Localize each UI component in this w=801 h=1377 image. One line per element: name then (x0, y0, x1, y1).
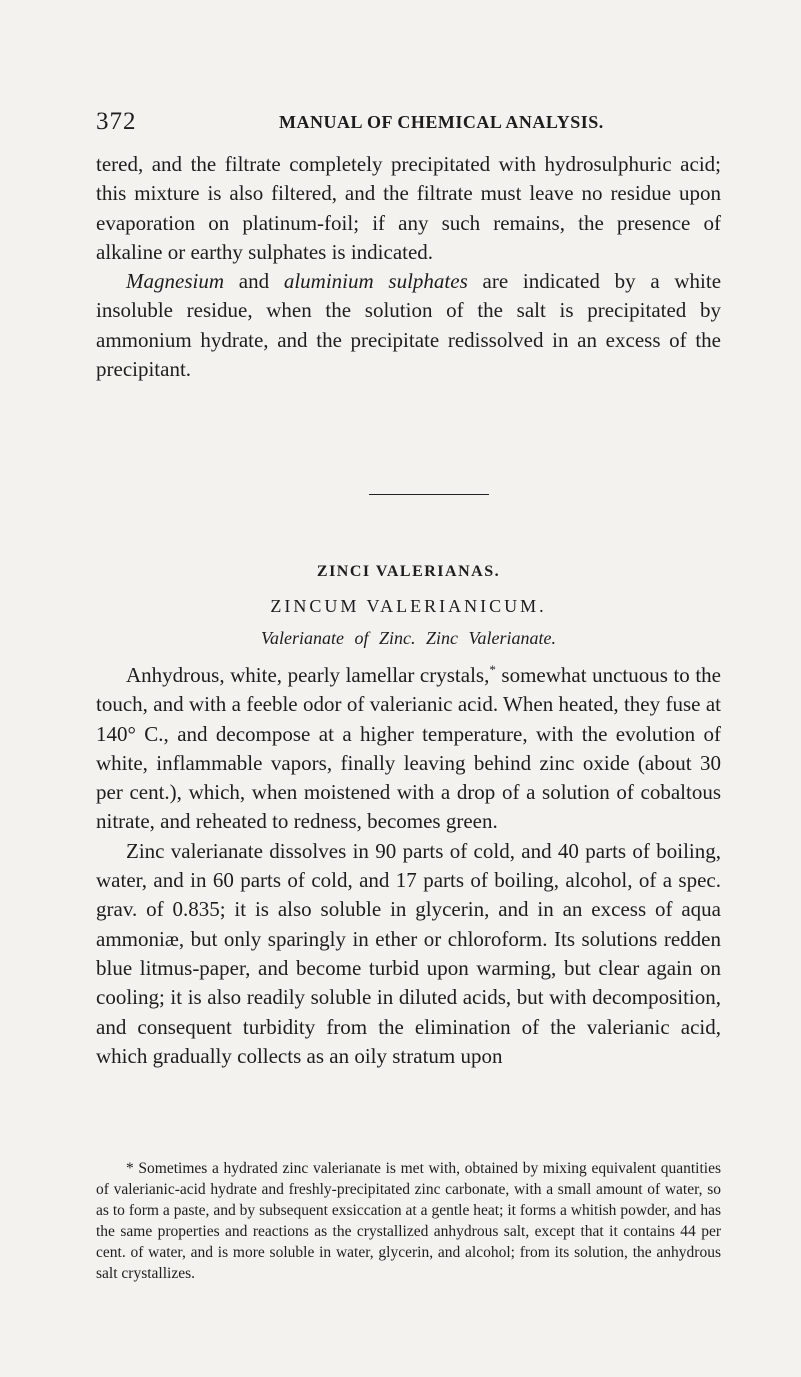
text-block-top (96, 150, 721, 384)
section-divider (369, 494, 489, 495)
page-number: 372 (96, 108, 137, 135)
running-title: MANUAL OF CHEMICAL ANALYSIS. (279, 112, 604, 132)
paragraph-solubility: Zinc valerianate dissolves in 90 parts of cold, and 40 parts of boiling, water, and in 60 parts of cold, and 17 parts of boiling, alcohol, of a spec. grav. of 0.835; it is also soluble in glycerin, and in an excess of aqua ammoniæ, but only sparingly in ether or chloroform. Its solutions redden blue litmus-paper, and become turbid upon warming, but clear again on cooling; it is also readily soluble in diluted acids, but with decomposition, and consequent turbidity from the elimination of the valerianic acid, which gradually collects as an oily stratum upon (96, 838, 721, 1068)
paragraph-description (96, 661, 721, 837)
footnote (96, 1158, 721, 1284)
paragraph-text: are indicated by a white insoluble residue, when the solution of the salt is precipitated by ammonium hydrate, and the precipitate redissolved in an excess of the precipitant. (96, 269, 722, 382)
text-block-body (96, 661, 721, 1071)
synonyms: Valerianate of Zinc. Zinc Valerianate. (261, 628, 556, 648)
conjunction: and (238, 269, 270, 294)
footnote-marker[interactable]: * (489, 662, 496, 677)
term-magnesium: Magnesium (126, 269, 224, 294)
description-text-end: somewhat unctuous to the touch, and with a feeble odor of valerianic acid. When heated, they fuse at 140° C., and decompose at a higher temperature, with the evolution of white, inflammable vapors, finally leaving behind zinc oxide (about 30 per cent.), which, when moistened with a drop of a solution of cobaltous nitrate, and reheated to redness, becomes green. (96, 663, 721, 834)
footnote-text: * Sometimes a hydrated zinc valerianate is met with, obtained by mixing equivalent quantities of valerianic-acid hydrate and freshly-precipitated zinc carbonate, with a small amount of water, so as to form a paste, and by subsequent exsiccation at a gentle heat; it forms a whitish powder, and has the same properties and reactions as the crystallized anhydrous salt, except that it contains 44 per cent. of water, and is more soluble in water, glycerin, and alcohol; from its solution, the anhydrous salt crystallizes. (96, 1160, 721, 1282)
section-title: ZINCI VALERIANAS. (316, 563, 501, 580)
latin-name: ZINCUM VALERIANICUM. (270, 596, 547, 616)
page-header (96, 108, 721, 138)
paragraph-continued: tered, and the filtrate completely precipitated with hydrosulphuric acid; this mixture is also filtered, and the filtrate must leave no residue upon evaporation on platinum-foil; if any such remains, the presence of alkaline or earthy sulphates is indicated. (96, 152, 721, 264)
description-text-start: Anhydrous, white, pearly lamellar crystals, (126, 663, 490, 687)
term-aluminium-sulphates: aluminium sulphates (283, 269, 468, 294)
paragraph-magnesium-aluminium (96, 267, 721, 384)
